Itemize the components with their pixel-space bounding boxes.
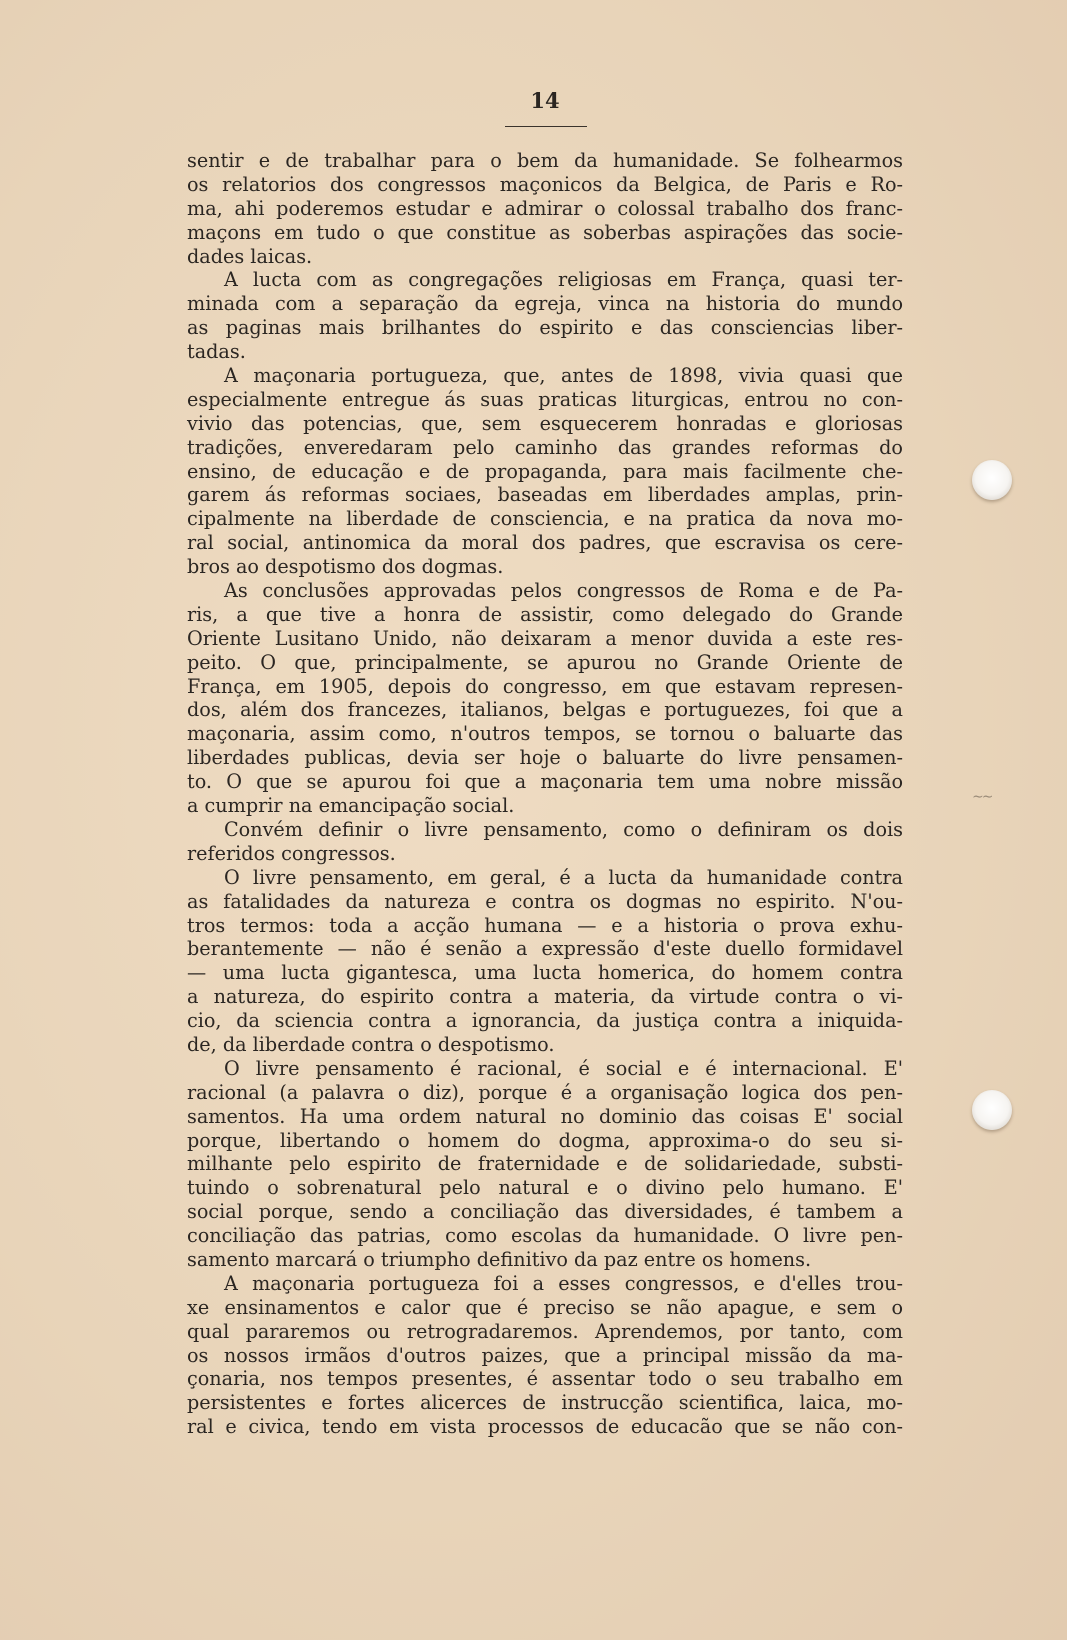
text-line: maçons em tudo o que constitue as soberbas aspirações das socie- [187,220,903,244]
text-line: Oriente Lusitano Unido, não deixaram a menor duvida a este res- [187,626,903,650]
text-line: qual pararemos ou retrogradaremos. Aprendemos, por tanto, com [187,1319,903,1343]
text-line: dades laicas. [187,244,313,268]
text-line: liberdades publicas, devia ser hoje o baluarte do livre pensamen- [187,746,903,770]
text-line: O livre pensamento, em geral, é a lucta da humanidade contra [224,865,903,889]
text-line: ral e civica, tendo em vista processos de educacão que se não con- [187,1415,903,1439]
text-line: os relatorios dos congressos maçonicos da Belgica, de Paris e Ro- [187,172,903,196]
text-line: França, em 1905, depois do congresso, em que estavam represen- [187,674,903,698]
text-line: A maçonaria portugueza foi a esses congressos, e d'elles trou- [224,1271,903,1295]
text-line: a cumprir na emancipação social. [187,794,515,818]
text-line: social porque, sendo a conciliação das diversidades, é tambem a [187,1200,903,1224]
text-line: to. O que se apurou foi que a maçonaria tem uma nobre missão [187,770,903,794]
text-line: os nossos irmãos d'outros paizes, que a principal missão da ma- [187,1343,903,1367]
text-line: peito. O que, principalmente, se apurou no Grande Oriente de [187,650,903,674]
text-line: milhante pelo espirito de fraternidade e de solidariedade, substi- [187,1152,903,1176]
text-line: çonaria, nos tempos presentes, é assentar todo o seu trabalho em [187,1367,903,1391]
text-line: cipalmente na liberdade de consciencia, e na pratica da nova mo- [187,507,903,531]
text-line: garem ás reformas sociaes, baseadas em liberdades amplas, prin- [187,483,903,507]
text-line: samento marcará o triumpho definitivo da paz entre os homens. [187,1247,812,1271]
text-line: As conclusões approvadas pelos congressos de Roma e de Pa- [224,579,903,603]
text-line: sentir e de trabalhar para o bem da humanidade. Se folhearmos [187,149,903,172]
text-line: maçonaria, assim como, n'outros tempos, se tornou o baluarte das [187,722,903,746]
text-line: persistentes e fortes alicerces de instrucção scientifica, laica, mo- [187,1391,903,1415]
header-rule [505,126,587,127]
text-line: berantemente — não é senão a expressão d'este duello formidavel [187,937,903,961]
punch-hole-bottom [972,1090,1012,1130]
text-line: ensino, de educação e de propaganda, para mais facilmente che- [187,459,903,483]
text-line: cio, da sciencia contra a ignorancia, da justiça contra a iniquida- [187,1009,903,1033]
text-line: xe ensinamentos e calor que é preciso se não apague, e sem o [187,1295,903,1319]
text-line: vivio das potencias, que, sem esquecerem honradas e gloriosas [187,411,903,435]
text-line: tradições, enveredaram pelo caminho das grandes reformas do [187,435,903,459]
text-line: referidos congressos. [187,841,396,865]
text-line: tuindo o sobrenatural pelo natural e o divino pelo humano. E' [187,1176,903,1200]
text-line: minada com a separação da egreja, vinca na historia do mundo [187,292,903,316]
text-line: bros ao despotismo dos dogmas. [187,555,504,579]
text-line: A maçonaria portugueza, que, antes de 1898, vivia quasi que [224,364,903,388]
body-text [187,149,903,1439]
text-line: tros termos: toda a acção humana — e a historia o prova exhu- [187,913,903,937]
text-line: racional (a palavra o diz), porque é a organisação logica dos pen- [187,1080,903,1104]
text-line: de, da liberdade contra o despotismo. [187,1032,555,1056]
text-line: especialmente entregue ás suas praticas liturgicas, entrou no con- [187,387,903,411]
text-line: Convém definir o livre pensamento, como o definiram os dois [224,817,903,841]
text-line: O livre pensamento é racional, é social e é internacional. E' [224,1056,903,1080]
text-line: A lucta com as congregações religiosas em França, quasi ter- [224,268,903,292]
fold-mark: ∼∼ [972,789,992,805]
text-line: as paginas mais brilhantes do espirito e das consciencias liber- [187,316,903,340]
text-line: samentos. Ha uma ordem natural no dominio das coisas E' social [187,1104,903,1128]
text-line: dos, além dos francezes, italianos, belgas e portuguezes, foi que a [187,698,903,722]
text-line: a natureza, do espirito contra a materia, da virtude contra o vi- [187,985,903,1009]
text-line: — uma lucta gigantesca, uma lucta homerica, do homem contra [187,961,903,985]
text-line: as fatalidades da natureza e contra os dogmas no espirito. N'ou- [187,889,903,913]
text-line: ma, ahi poderemos estudar e admirar o colossal trabalho dos franc- [187,196,903,220]
text-line: ris, a que tive a honra de assistir, como delegado do Grande [187,602,903,626]
text-line: ral social, antinomica da moral dos padres, que escravisa os cere- [187,531,903,555]
punch-hole-top [972,460,1012,500]
page-number: 14 [530,88,560,113]
text-line: conciliação das patrias, como escolas da humanidade. O livre pen- [187,1224,903,1248]
text-line: tadas. [187,340,246,364]
text-line: porque, libertando o homem do dogma, approxima-o do seu si- [187,1128,903,1152]
